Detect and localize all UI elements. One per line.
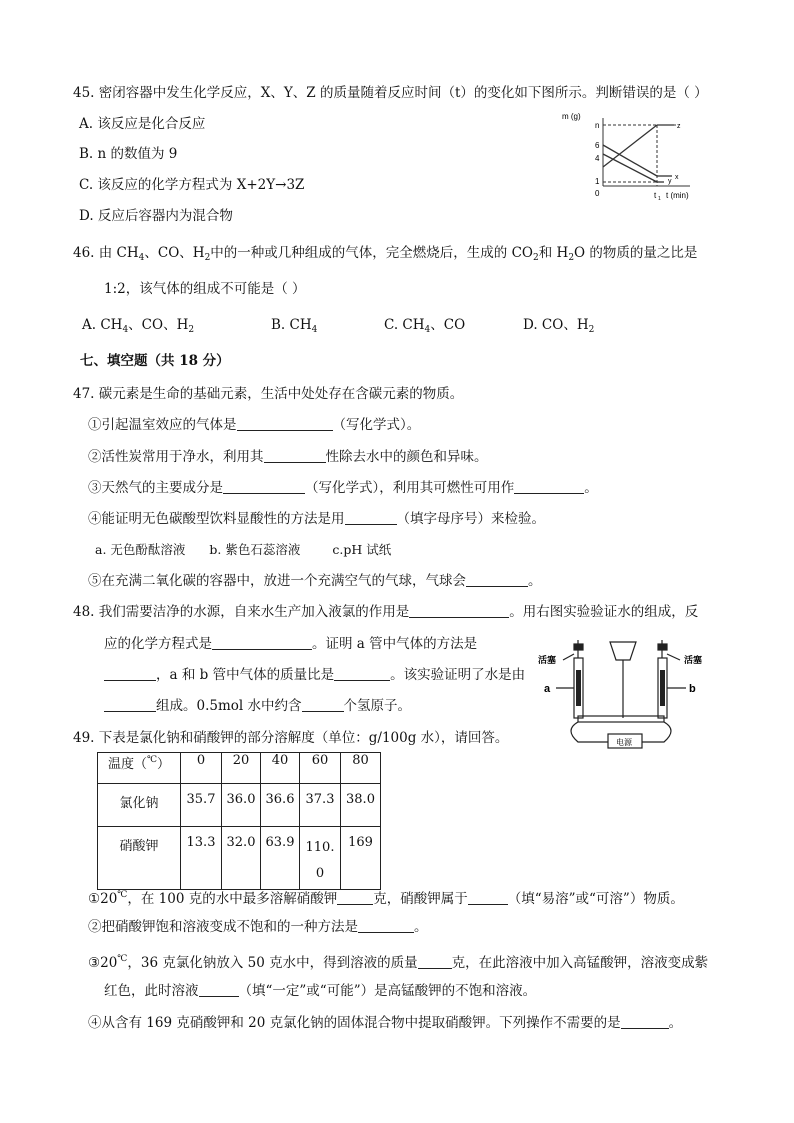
graph-xtick-sub: 1 bbox=[658, 196, 661, 202]
q48-line4: 组成。0.5mol 水中约含 个氢原子。 bbox=[104, 697, 411, 715]
table-cell: 35.7 bbox=[181, 784, 222, 827]
table-cell: 32.0 bbox=[222, 827, 261, 890]
graph-ytick-1: 1 bbox=[595, 177, 600, 186]
q46-option-d: D. CO、$H_2$ bbox=[523, 317, 595, 335]
table-row bbox=[98, 827, 381, 890]
q46-option-a: A. $CH_4$、CO、$H_2$ bbox=[82, 317, 195, 335]
q49-item-4: ④从含有 169 克硝酸钾和 20 克氯化钠的固体混合物中提取硝酸钾。下列操作不需要的是 。 bbox=[88, 1015, 683, 1031]
q45-option-c: C. 该反应的化学方程式为 X+2Y→3Z bbox=[79, 177, 305, 193]
q49-stem: 49. 下表是氯化钠和硝酸钾的部分溶解度（单位：g/100g 水），请回答。 bbox=[73, 730, 509, 746]
q47-item-5: ⑤在充满二氧化碳的容器中，放进一个充满空气的气球，气球会 。 bbox=[88, 573, 542, 589]
q48-line1: 48. 我们需要洁净的水源，自来水生产加入液氯的作用是 。用右图实验验证水的组成，反 bbox=[73, 604, 699, 620]
q49-item-2: ②把硝酸钾饱和溶液变成不饱和的一种方法是 。 bbox=[88, 919, 428, 935]
left-stopcock-label: 活塞 bbox=[538, 655, 557, 665]
q45-option-b: B. n 的数值为 9 bbox=[79, 146, 178, 162]
q47-item-1: ①引起温室效应的气体是 （写化学式）。 bbox=[88, 417, 421, 433]
q46-option-b: B. $CH_4$ bbox=[271, 317, 318, 335]
power-source-label: 电源 bbox=[616, 738, 632, 747]
graph-xtick-t1: t bbox=[654, 191, 657, 200]
table-cell: 36.6 bbox=[261, 784, 300, 827]
graph-series-x: x bbox=[675, 174, 679, 181]
tube-a-label: a bbox=[544, 683, 551, 695]
table-cell: 63.9 bbox=[261, 827, 300, 890]
table-cell: 13.3 bbox=[181, 827, 222, 890]
tube-b-label: b bbox=[689, 683, 696, 695]
table-cell: 36.0 bbox=[222, 784, 261, 827]
table-header-cell: 60 bbox=[300, 753, 341, 784]
table-row bbox=[98, 784, 381, 827]
q47-item-4-options: a. 无色酚酞溶液 b. 紫色石蕊溶液 c.pH 试纸 bbox=[95, 542, 392, 557]
table-header-cell: 0 bbox=[181, 753, 222, 784]
q46-stem-line1: 46. 由 $CH_4$、CO、$H_2$中的一种或几种组成的气体，完全燃烧后，生成的 $CO_2$和 $H_2O$ 的物质的量之比是 bbox=[73, 245, 698, 263]
q47-item-4: ④能证明无色碳酸型饮料显酸性的方法是用 （填字母序号）来检验。 bbox=[88, 511, 545, 527]
q47-item-3: ③天然气的主要成分是 （写化学式），利用其可燃性可用作 。 bbox=[88, 480, 598, 496]
q45-mass-time-graph bbox=[562, 110, 702, 205]
table-row-label: 氯化钠 bbox=[98, 784, 181, 827]
table-cell: 110. 0 bbox=[300, 827, 341, 890]
graph-series-y: y bbox=[668, 178, 672, 185]
q49-item-1: ①20℃，在 100 克的水中最多溶解硝酸钾 克，硝酸钾属于 （填“易溶”或“可溶”）物质。 bbox=[88, 890, 684, 907]
graph-ytick-6: 6 bbox=[595, 141, 600, 150]
q45-stem: 45. 密闭容器中发生化学反应，X、Y、Z 的质量随着反应时间（t）的变化如下图所示。判断错误的是（ ） bbox=[73, 85, 708, 101]
table-header-cell: 温度（℃） bbox=[98, 753, 181, 784]
q49-item-3-cont: 红色，此时溶液 （填“一定”或“可能”）是高锰酸钾的不饱和溶液。 bbox=[104, 983, 537, 999]
table-cell: 169 bbox=[341, 827, 381, 890]
q48-line3: ，a 和 b 管中气体的质量比是 。该实验证明了水是由 bbox=[104, 666, 525, 684]
q47-item-2: ②活性炭常用于净水，利用其 性除去水中的颜色和异味。 bbox=[88, 449, 488, 465]
table-cell: 38.0 bbox=[341, 784, 381, 827]
table-header-cell: 80 bbox=[341, 753, 381, 784]
q46-option-c: C. $CH_4$、CO bbox=[384, 317, 466, 335]
solubility-table bbox=[97, 752, 381, 890]
table-header-cell: 40 bbox=[261, 753, 300, 784]
table-row bbox=[98, 753, 381, 784]
graph-series-z: z bbox=[677, 123, 681, 130]
q48-line2: 应的化学方程式是 。证明 a 管中气体的方法是 bbox=[104, 636, 478, 652]
electrolysis-apparatus bbox=[538, 630, 718, 760]
q46-stem-line2: 1:2，该气体的组成不可能是（ ） bbox=[104, 281, 306, 297]
graph-ytick-4: 4 bbox=[595, 154, 600, 163]
table-cell: 37.3 bbox=[300, 784, 341, 827]
graph-ylabel: m (g) bbox=[562, 112, 581, 121]
q45-option-a: A. 该反应是化合反应 bbox=[79, 116, 206, 132]
q45-option-d: D. 反应后容器内为混合物 bbox=[79, 208, 233, 224]
table-row-label: 硝酸钾 bbox=[98, 827, 181, 890]
graph-xlabel: t (min) bbox=[666, 191, 689, 200]
graph-ytick-n: n bbox=[595, 121, 600, 130]
right-stopcock-label: 活塞 bbox=[684, 655, 703, 665]
q47-stem: 47. 碳元素是生命的基础元素，生活中处处存在含碳元素的物质。 bbox=[73, 386, 464, 402]
section-heading: 七、填空题（共 18 分） bbox=[80, 353, 230, 369]
table-header-cell: 20 bbox=[222, 753, 261, 784]
q49-item-3: ③20℃，36 克氯化钠放入 50 克水中，得到溶液的质量 克，在此溶液中加入高锰酸钾，溶液变成紫 bbox=[88, 954, 709, 971]
graph-ytick-0: 0 bbox=[595, 189, 600, 198]
